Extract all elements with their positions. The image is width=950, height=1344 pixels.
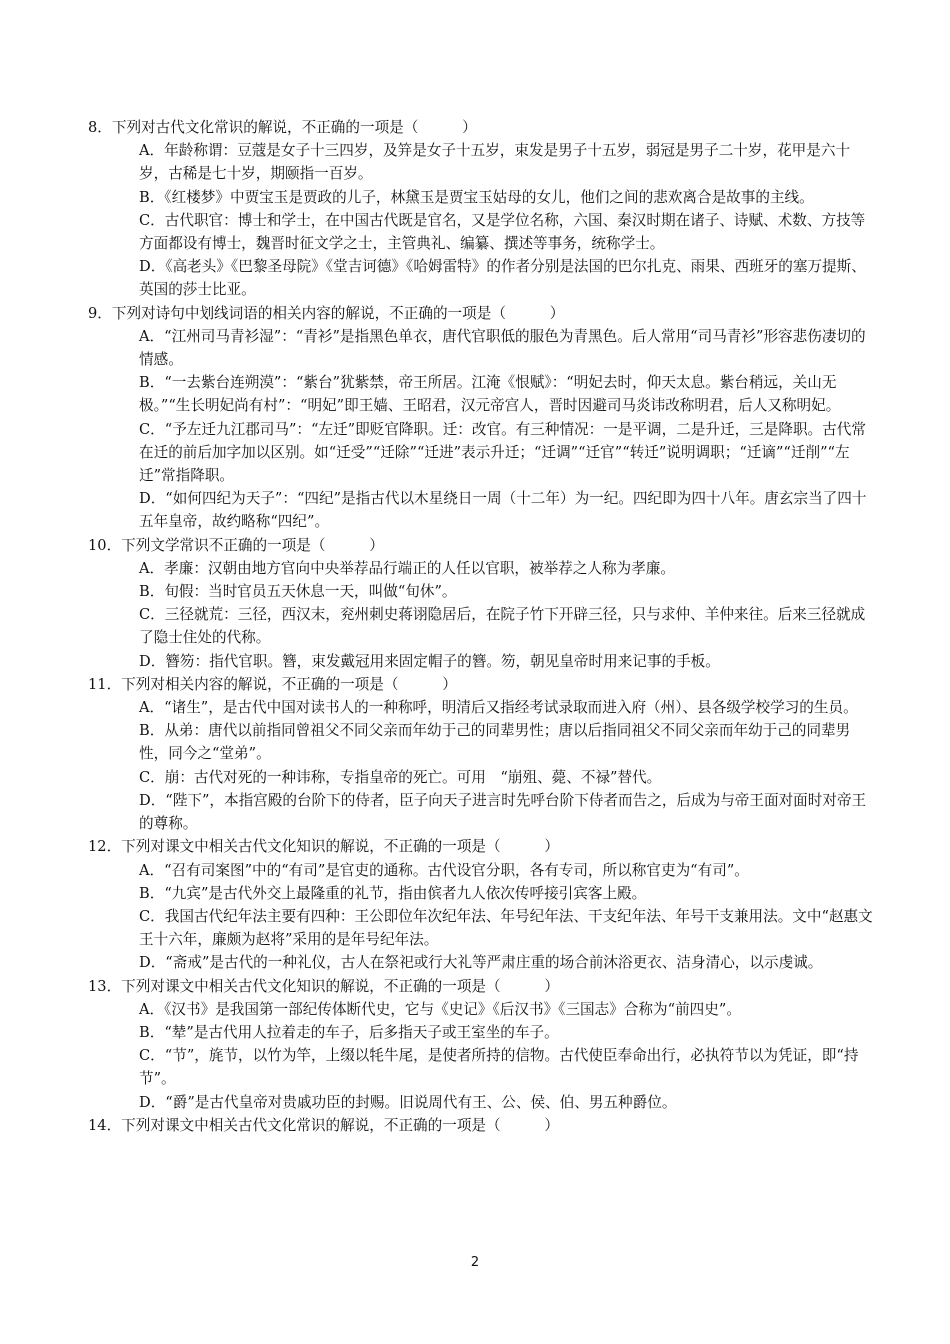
answer-option: B．“辇”是古代用人拉着走的车子，后多指天子或王室坐的车子。 <box>139 1023 559 1041</box>
answer-option: B．“九宾”是古代外交上最隆重的礼节，指由傧者九人依次传呼接引宾客上殿。 <box>139 884 647 902</box>
answer-option: C．我国古代纪年法主要有四种：王公即位年次纪年法、年号纪年法、干支纪年法、年号干支兼用法。文中“赵惠文王十六年，廉颇为赵将”采用的是年号纪年法。 <box>139 907 873 949</box>
answer-option: A．《汉书》是我国第一部纪传体断代史，它与《史记》《后汉书》《三国志》合称为“前四史”。 <box>139 1000 741 1018</box>
answer-option: B．从弟：唐代以前指同曾祖父不同父亲而年幼于己的同辈男性；唐以后指同祖父不同父亲而年幼于己的同辈男性，同今之“堂弟”。 <box>139 722 851 763</box>
answer-option: D．《高老头》《巴黎圣母院》《堂吉诃德》《哈姆雷特》的作者分别是法国的巴尔扎克、雨果、西班牙的塞万提斯、英国的莎士比亚。 <box>139 258 866 299</box>
question-stem: 11．下列对相关内容的解说，不正确的一项是（ ） <box>88 675 457 693</box>
answer-option: A．孝廉：汉朝由地方官向中央举荐品行端正的人任以官职，被举荐之人称为孝廉。 <box>139 559 675 577</box>
answer-option: A．“江州司马青衫湿”：“青衫”是指黑色单衣，唐代官职低的服色为青黑色。后人常用“司马青衫”形容悲伤凄切的情感。 <box>139 327 866 369</box>
question-stem: 14．下列对课文中相关古代文化常识的解说，不正确的一项是（ ） <box>88 1116 559 1134</box>
answer-option: A．年龄称谓：豆蔻是女子十三四岁，及笄是女子十五岁，束发是男子十五岁，弱冠是男子二十岁，花甲是六十岁，古稀是七十岁，期颐指一百岁。 <box>139 142 851 183</box>
page-number: 2 <box>470 1255 480 1270</box>
answer-option: B．“一去紫台连朔漠”：“紫台”犹紫禁，帝王所居。江淹《恨赋》：“明妃去时，仰天太息。紫台稍远，关山无极。”“生长明妃尚有村”：“明妃”即王嫱、王昭君，汉元帝宫人，晋时因避司马炎讳改称明君，后人又称明妃。 <box>139 374 841 415</box>
question-stem: 8．下列对古代文化常识的解说，不正确的一项是（ ） <box>88 119 477 136</box>
answer-option: D．“如何四纪为天子”：“四纪”是指古代以木星绕日一周（十二年）为一纪。四纪即为四十八年。唐玄宗当了四十五年皇帝，故约略称“四纪”。 <box>139 490 867 531</box>
answer-option: C．古代职官：博士和学士，在中国古代既是官名，又是学位名称，六国、秦汉时期在诸子、诗赋、术数、方技等方面都设有博士，魏晋时征文学之士，主管典礼、编纂、撰述等事务，统称学士。 <box>139 211 866 253</box>
question-block <box>88 835 878 974</box>
question-block <box>88 116 878 302</box>
answer-option: B．《红楼梦》中贾宝玉是贾政的儿子，林黛玉是贾宝玉姑母的女儿，他们之间的悲欢离合是故事的主线。 <box>139 188 814 206</box>
question-block <box>88 975 878 1114</box>
question-block <box>88 534 878 673</box>
answer-option: C．崩：古代对死的一种讳称，专指皇帝的死亡。可用 “崩殂、薨、不禄”替代。 <box>139 768 662 786</box>
question-block <box>88 673 878 835</box>
answer-option: C．“节”，旄节，以竹为竿，上缀以牦牛尾，是使者所持的信物。古代使臣奉命出行，必执符节以为凭证，即“持节”。 <box>139 1047 859 1088</box>
question-stem: 10．下列文学常识不正确的一项是（ ） <box>88 536 384 554</box>
answer-option: C．“予左迁九江郡司马”：“左迁”即贬官降职。迁：改官。有三种情况：一是平调，二是升迁，三是降职。古代常在迁的前后加字加以区别。如“迁受”“迁除”“迁进”表示升迁；“迁调”“迁官”“转迁”说明调职；“迁谪”“迁削”“左迁”常指降职。 <box>139 420 866 485</box>
answer-option: A．“诸生”，是古代中国对读书人的一种称呼，明清后又指经考试录取而进入府（州）、县各级学校学习的生员。 <box>139 699 858 717</box>
question-stem: 13．下列对课文中相关古代文化知识的解说，不正确的一项是（ ） <box>88 977 559 995</box>
answer-option: D．簪笏：指代官职。簪，束发戴冠用来固定帽子的簪。笏，朝见皇帝时用来记事的手板。 <box>139 652 720 670</box>
answer-option: D．“爵”是古代皇帝对贵戚功臣的封赐。旧说周代有王、公、侯、伯、男五种爵位。 <box>139 1093 677 1111</box>
question-block <box>88 302 878 534</box>
answer-option: C．三径就荒：三径，西汉末，兖州刺史蒋诩隐居后，在院子竹下开辟三径，只与求仲、羊仲来往。后来三径就成了隐士住处的代称。 <box>139 606 866 647</box>
question-stem: 12．下列对课文中相关古代文化知识的解说，不正确的一项是（ ） <box>88 838 559 856</box>
answer-option: D．“陛下”，本指宫殿的台阶下的侍者，臣子向天子进言时先呼台阶下侍者而告之，后成为与帝王面对面时对帝王的尊称。 <box>139 791 867 833</box>
question-stem: 9．下列对诗句中划线词语的相关内容的解说，不正确的一项是（ ） <box>88 304 565 322</box>
answer-option: D．“斋戒”是古代的一种礼仪，古人在祭祀或行大礼等严肃庄重的场合前沐浴更衣、洁身清心，以示虔诚。 <box>139 954 823 972</box>
question-block <box>88 1114 878 1137</box>
answer-option: B．旬假：当时官员五天休息一天，叫做“旬休”。 <box>139 583 457 601</box>
answer-option: A．“召有司案图”中的“有司”是官吏的通称。古代设官分职，各有专司，所以称官吏为“有司”。 <box>139 861 749 879</box>
question-list <box>88 116 878 1137</box>
